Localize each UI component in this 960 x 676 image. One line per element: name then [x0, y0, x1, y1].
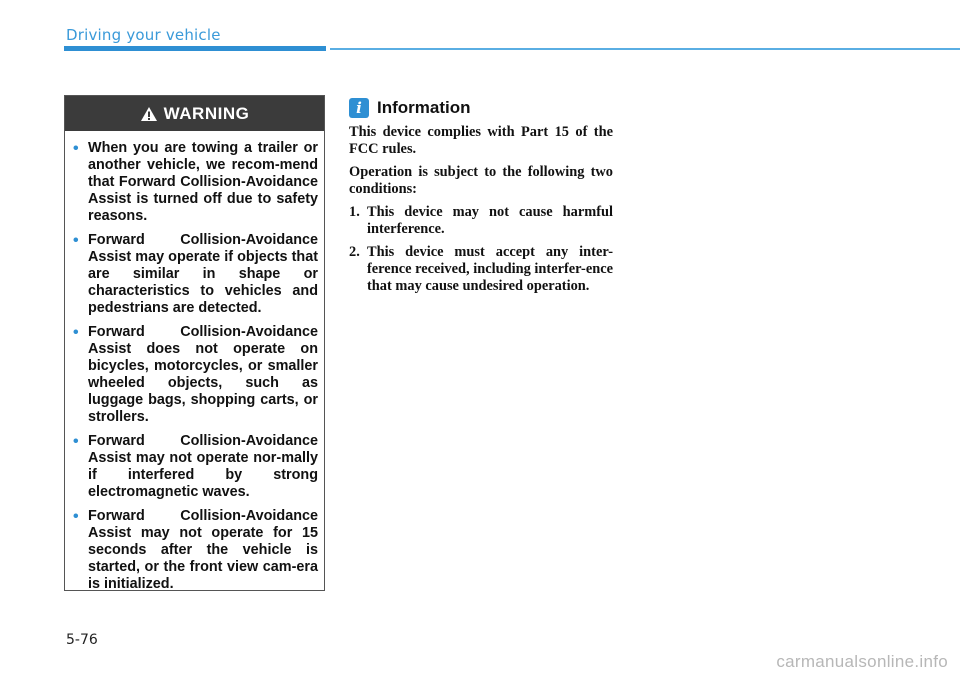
section-title: Driving your vehicle	[66, 26, 221, 44]
warning-triangle-icon	[140, 106, 158, 122]
watermark-link[interactable]: carmanualsonline.info	[776, 652, 948, 671]
condition-number: 1.	[349, 204, 360, 220]
condition-item	[349, 244, 613, 295]
condition-item	[349, 204, 613, 238]
condition-text: This device may not cause harmful interference.	[367, 204, 613, 237]
warning-item: • Forward Collision-Avoidance Assist may not operate for 15 seconds after the vehicle is started, or the front view cam-era is initialized.	[73, 508, 318, 593]
warning-item: • Forward Collision-Avoidance Assist may operate if objects that are similar in shape or characteristics to vehicles and pedestrians are detected.	[73, 232, 318, 317]
warning-item: • Forward Collision-Avoidance Assist may not operate nor-mally if interfered by strong electromagnetic waves.	[73, 433, 318, 501]
warning-item: • When you are towing a trailer or another vehicle, we recom-mend that Forward Collision-Avoidance Assist is turned off due to safety reasons.	[73, 140, 318, 225]
warning-label: WARNING	[163, 103, 250, 123]
information-paragraph: Operation is subject to the following two conditions:	[349, 164, 613, 197]
warning-list	[65, 131, 324, 593]
info-icon: i	[349, 98, 369, 118]
header-rule-thin	[330, 48, 960, 50]
information-block	[349, 96, 613, 301]
page-number: 5-76	[66, 632, 98, 648]
conditions-list	[349, 204, 613, 295]
information-header	[349, 96, 613, 120]
warning-header	[65, 96, 324, 131]
header-rule-thick	[64, 46, 326, 51]
condition-number: 2.	[349, 244, 360, 260]
information-title: Information	[377, 98, 471, 117]
information-body	[349, 124, 613, 295]
warning-box	[64, 95, 325, 591]
condition-text: This device must accept any inter-ference received, including interfer-ence that may cause undesired operation.	[367, 244, 613, 294]
warning-item: • Forward Collision-Avoidance Assist does not operate on bicycles, motorcycles, or smaller wheeled objects, such as luggage bags, shopping carts, or strollers.	[73, 324, 318, 426]
information-paragraph: This device complies with Part 15 of the FCC rules.	[349, 124, 613, 157]
